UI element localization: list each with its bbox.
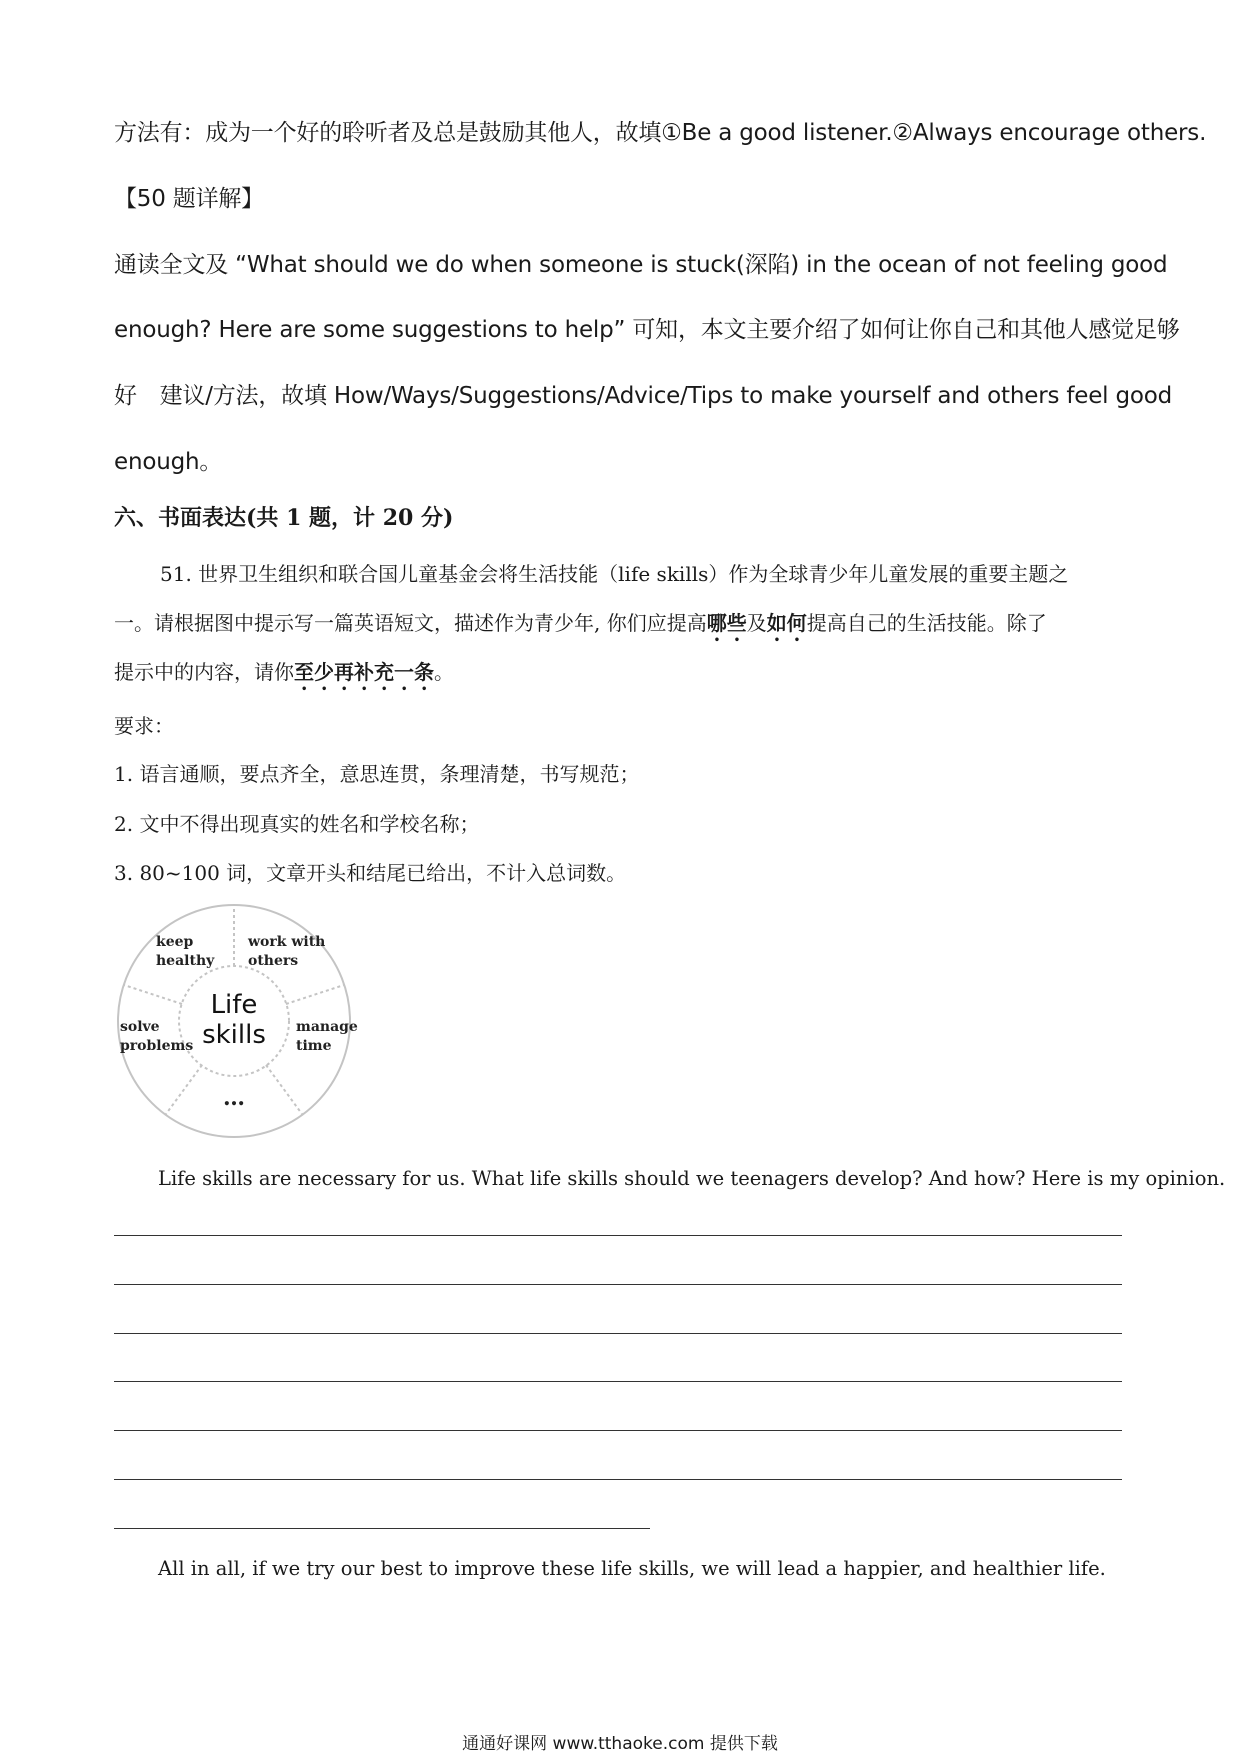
essay-opening: Life skills are necessary for us. What life skills should we teenagers develop? And how? Here is my opinion. xyxy=(158,1167,1226,1190)
q51-line-3-text-b: 。 xyxy=(434,660,454,684)
segment-keep-healthy-line-2: healthy xyxy=(156,953,215,969)
requirement-1: 1. 语言通顺，要点齐全，意思连贯，条理清楚，书写规范； xyxy=(114,762,640,786)
section-6-heading: 六、书面表达(共 1 题，计 20 分) xyxy=(114,505,454,531)
segment-solve-problems-line-2: problems xyxy=(120,1038,194,1054)
writing-line-short[interactable] xyxy=(114,1528,650,1529)
segment-keep-healthy-line-1: keep xyxy=(156,934,194,950)
answer-49-ending: 方法有：成为一个好的聆听者及总是鼓励其他人，故填①Be a good listener.②Always encourage others. xyxy=(114,120,1207,146)
q51-line-2-text-b: 及 xyxy=(746,611,767,635)
page-footer: 通通好课网 www.tthaoke.com 提供下载 xyxy=(462,1734,778,1754)
segment-manage-time-line-1: manage xyxy=(296,1019,358,1035)
q51-line-2-text-a: 一。请根据图中提示写一篇英语短文，描述作为青少年, 你们应提高 xyxy=(114,611,707,635)
q50-line-4: enough。 xyxy=(114,449,223,475)
q50-line-1: 通读全文及 “What should we do when someone is stuck(深陷) in the ocean of not feeling good xyxy=(114,252,1168,278)
q51-line-2 xyxy=(114,607,1047,646)
writing-line[interactable] xyxy=(114,1430,1122,1431)
q50-heading: 【50 题详解】 xyxy=(114,186,264,212)
segment-ellipsis: … xyxy=(223,1085,245,1111)
q51-line-3 xyxy=(114,656,454,695)
center-label-line-1: Life xyxy=(210,990,258,1020)
segment-manage-time-line-2: time xyxy=(296,1038,332,1054)
life-skills-wheel xyxy=(110,903,360,1143)
q51-line-1: 51. 世界卫生组织和联合国儿童基金会将生活技能（life skills）作为全球青少年儿童发展的重要主题之 xyxy=(160,562,1069,586)
writing-line[interactable] xyxy=(114,1235,1122,1236)
writing-line[interactable] xyxy=(114,1333,1122,1334)
writing-line[interactable] xyxy=(114,1479,1122,1480)
requirement-2: 2. 文中不得出现真实的姓名和学校名称； xyxy=(114,812,480,836)
q51-line-2-text-c: 提高自己的生活技能。除了 xyxy=(806,611,1047,635)
q51-line-3-text-a: 提示中的内容，请你 xyxy=(114,660,294,684)
center-label-line-2: skills xyxy=(202,1020,266,1050)
essay-closing: All in all, if we try our best to improve these life skills, we will lead a happier, and healthier life. xyxy=(158,1557,1106,1580)
q50-line-2: enough? Here are some suggestions to help” 可知，本文主要介绍了如何让你自己和其他人感觉足够 xyxy=(114,317,1180,343)
requirement-3: 3. 80~100 词，文章开头和结尾已给出，不计入总词数。 xyxy=(114,861,627,885)
segment-work-with-others-line-2: others xyxy=(248,953,299,969)
requirements-title: 要求： xyxy=(114,714,174,738)
segment-work-with-others-line-1: work with xyxy=(248,934,326,950)
segment-solve-problems-line-1: solve xyxy=(120,1019,160,1035)
writing-line[interactable] xyxy=(114,1381,1122,1382)
emphasis-add-one: 至少再补充一条 xyxy=(294,660,434,684)
emphasis-which: 哪些 xyxy=(706,611,747,635)
emphasis-how: 如何 xyxy=(766,611,807,635)
q50-line-3: 好 建议/方法，故填 How/Ways/Suggestions/Advice/Tips to make yourself and others feel good xyxy=(114,383,1172,409)
writing-line[interactable] xyxy=(114,1284,1122,1285)
